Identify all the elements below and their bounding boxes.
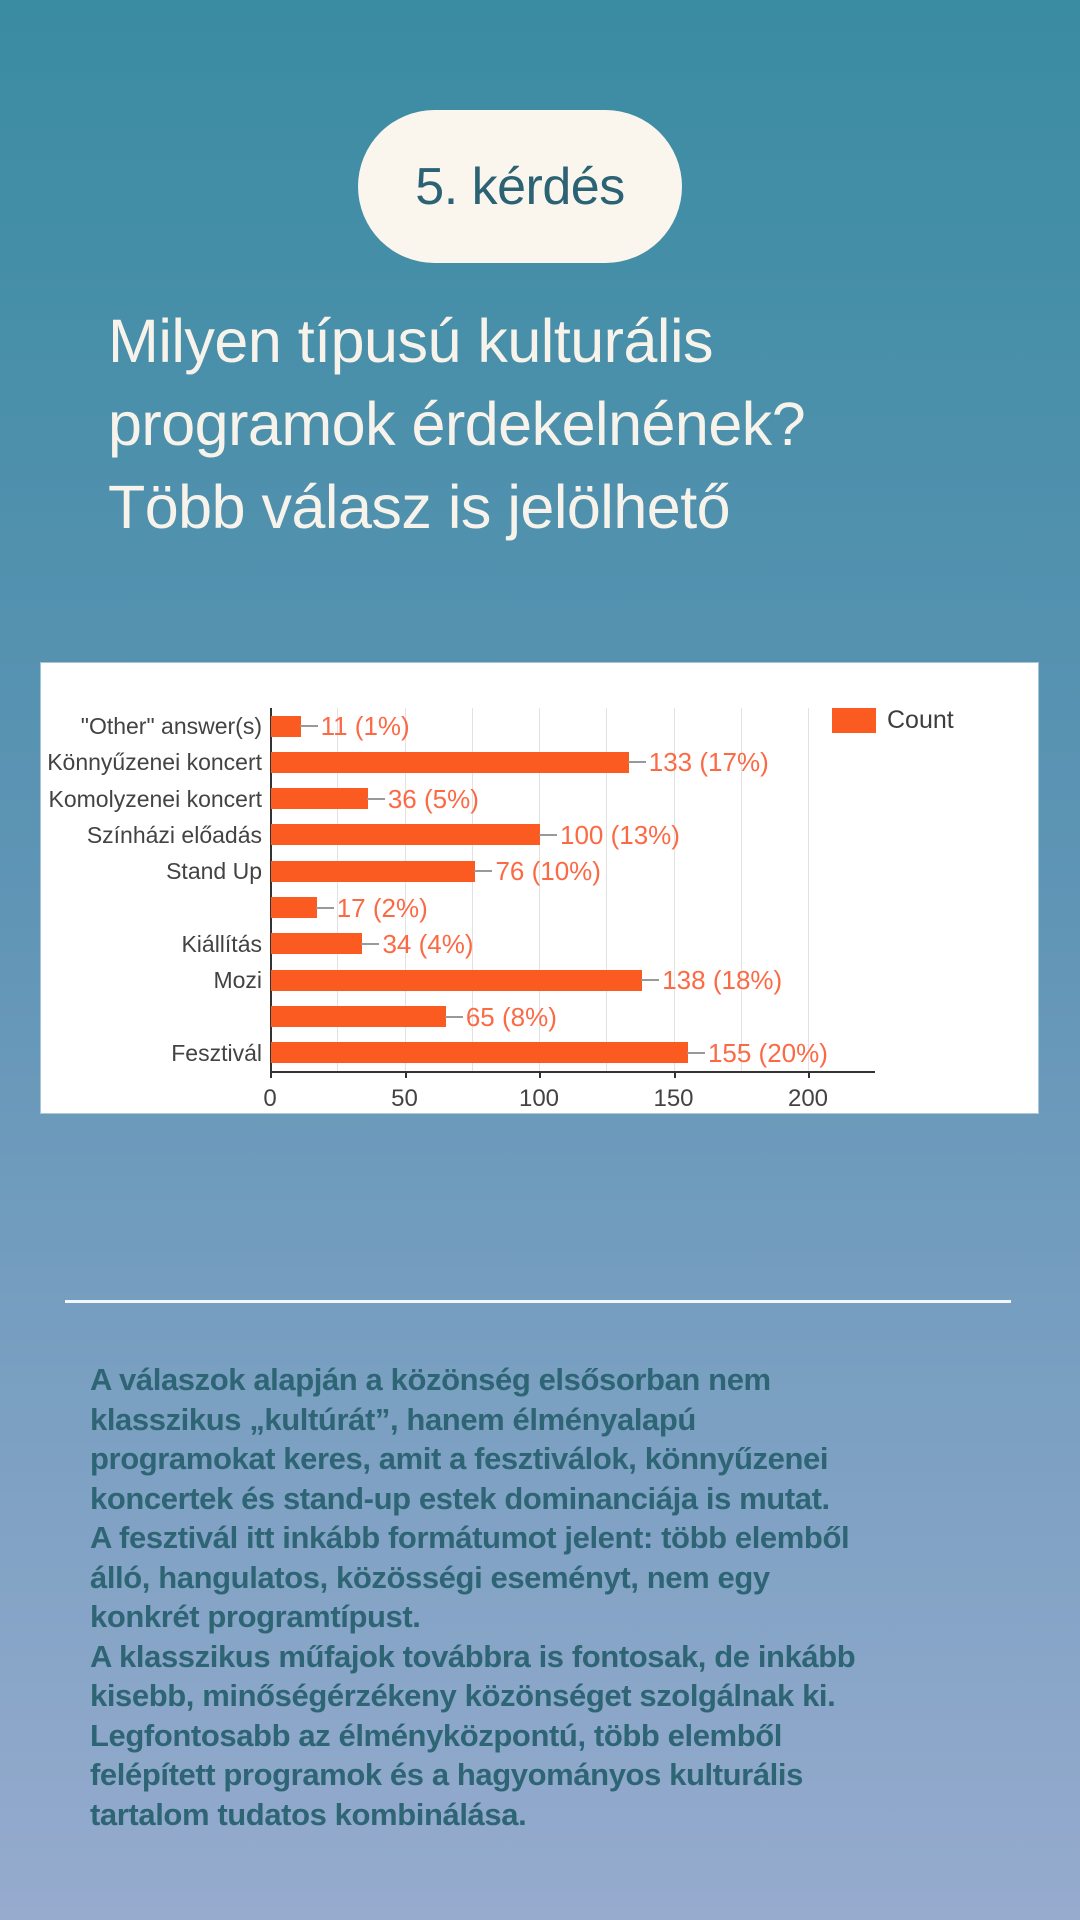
whisker	[445, 1016, 463, 1018]
legend-label: Count	[887, 706, 954, 734]
legend-swatch	[832, 708, 876, 733]
category-label: Komolyzenei koncert	[48, 785, 262, 812]
analysis-line: A fesztivál itt inkább formátumot jelent: több elemből	[90, 1520, 850, 1555]
bar	[271, 1006, 446, 1027]
bar	[271, 861, 475, 882]
question-number-badge	[358, 110, 682, 263]
data-label: 34 (4%)	[382, 928, 474, 959]
whisker	[367, 798, 385, 800]
x-axis-line	[270, 1071, 875, 1073]
data-label: 17 (2%)	[336, 892, 428, 923]
bar	[271, 897, 317, 918]
data-label: 65 (8%)	[465, 1001, 557, 1032]
category-label: Kiállítás	[181, 930, 262, 957]
x-axis-tick-label: 50	[391, 1085, 418, 1112]
x-axis-tick	[808, 1071, 810, 1078]
analysis-line: tartalom tudatos kombinálása.	[90, 1796, 527, 1832]
bar-chart	[41, 663, 1038, 1113]
data-label: 76 (10%)	[495, 856, 601, 887]
bar	[271, 824, 540, 845]
question-title-line: Több válasz is jelölhető	[108, 473, 731, 541]
data-label: 11 (1%)	[320, 711, 410, 741]
gridline	[808, 708, 809, 1071]
data-label: 36 (5%)	[387, 783, 479, 814]
whisker	[474, 870, 492, 872]
category-label: Mozi	[213, 967, 262, 994]
whisker	[361, 943, 379, 945]
analysis-line: kisebb, minőségérzékeny közönséget szolgálnak ki.	[90, 1678, 836, 1713]
analysis-text	[90, 1360, 1040, 1834]
whisker	[316, 907, 334, 909]
analysis-line: programokat keres, amit a fesztiválok, könnyűzenei	[90, 1441, 829, 1476]
whisker	[628, 761, 646, 763]
category-label: "Other" answer(s)	[80, 713, 262, 739]
analysis-line: A klasszikus műfajok továbbra is fontosak, de inkább	[90, 1638, 856, 1674]
x-axis-tick	[270, 1071, 272, 1078]
divider-line	[65, 1300, 1011, 1303]
analysis-line: A válaszok alapján a közönség elsősorban nem	[90, 1362, 771, 1397]
question-title-line: Milyen típusú kulturális	[108, 307, 714, 375]
category-label: Stand Up	[166, 858, 262, 885]
whisker	[687, 1052, 705, 1054]
bar	[271, 1042, 688, 1063]
question-number-label: 5. kérdés	[415, 157, 625, 216]
analysis-line: klasszikus „kultúrát”, hanem élményalapú	[90, 1401, 696, 1437]
bar	[271, 970, 642, 991]
x-axis-tick	[405, 1071, 407, 1078]
analysis-line: álló, hangulatos, közösségi eseményt, nem egy	[90, 1559, 770, 1595]
bar	[271, 788, 368, 809]
analysis-line: Legfontosabb az élményközpontú, több elemből	[90, 1717, 782, 1753]
category-label: Könnyűzenei koncert	[47, 749, 262, 776]
x-axis-tick-label: 0	[263, 1085, 277, 1112]
bar	[271, 933, 362, 954]
bar	[271, 716, 301, 737]
whisker	[300, 725, 318, 727]
data-label: 133 (17%)	[648, 747, 769, 778]
category-label: Színházi előadás	[86, 821, 262, 848]
x-axis-tick-label: 150	[653, 1085, 694, 1112]
x-axis-tick-label: 200	[787, 1085, 829, 1112]
bar	[271, 752, 629, 773]
x-axis-tick-label: 100	[518, 1085, 560, 1112]
analysis-line: konkrét programtípust.	[90, 1599, 421, 1634]
data-label: 155 (20%)	[707, 1037, 828, 1068]
category-label: Fesztivál	[171, 1039, 262, 1066]
x-axis-tick	[674, 1071, 676, 1078]
whisker	[641, 979, 659, 981]
analysis-line: felépített programok és a hagyományos kulturális	[90, 1757, 803, 1792]
analysis-line: koncertek és stand-up estek dominanciája is mutat.	[90, 1480, 830, 1516]
whisker	[539, 834, 557, 836]
question-title-line: programok érdekelnének?	[108, 390, 806, 458]
question-title	[108, 300, 805, 549]
data-label: 138 (18%)	[662, 965, 783, 996]
data-label: 100 (13%)	[560, 819, 680, 850]
x-axis-tick	[539, 1071, 541, 1078]
chart-card	[41, 663, 1038, 1113]
